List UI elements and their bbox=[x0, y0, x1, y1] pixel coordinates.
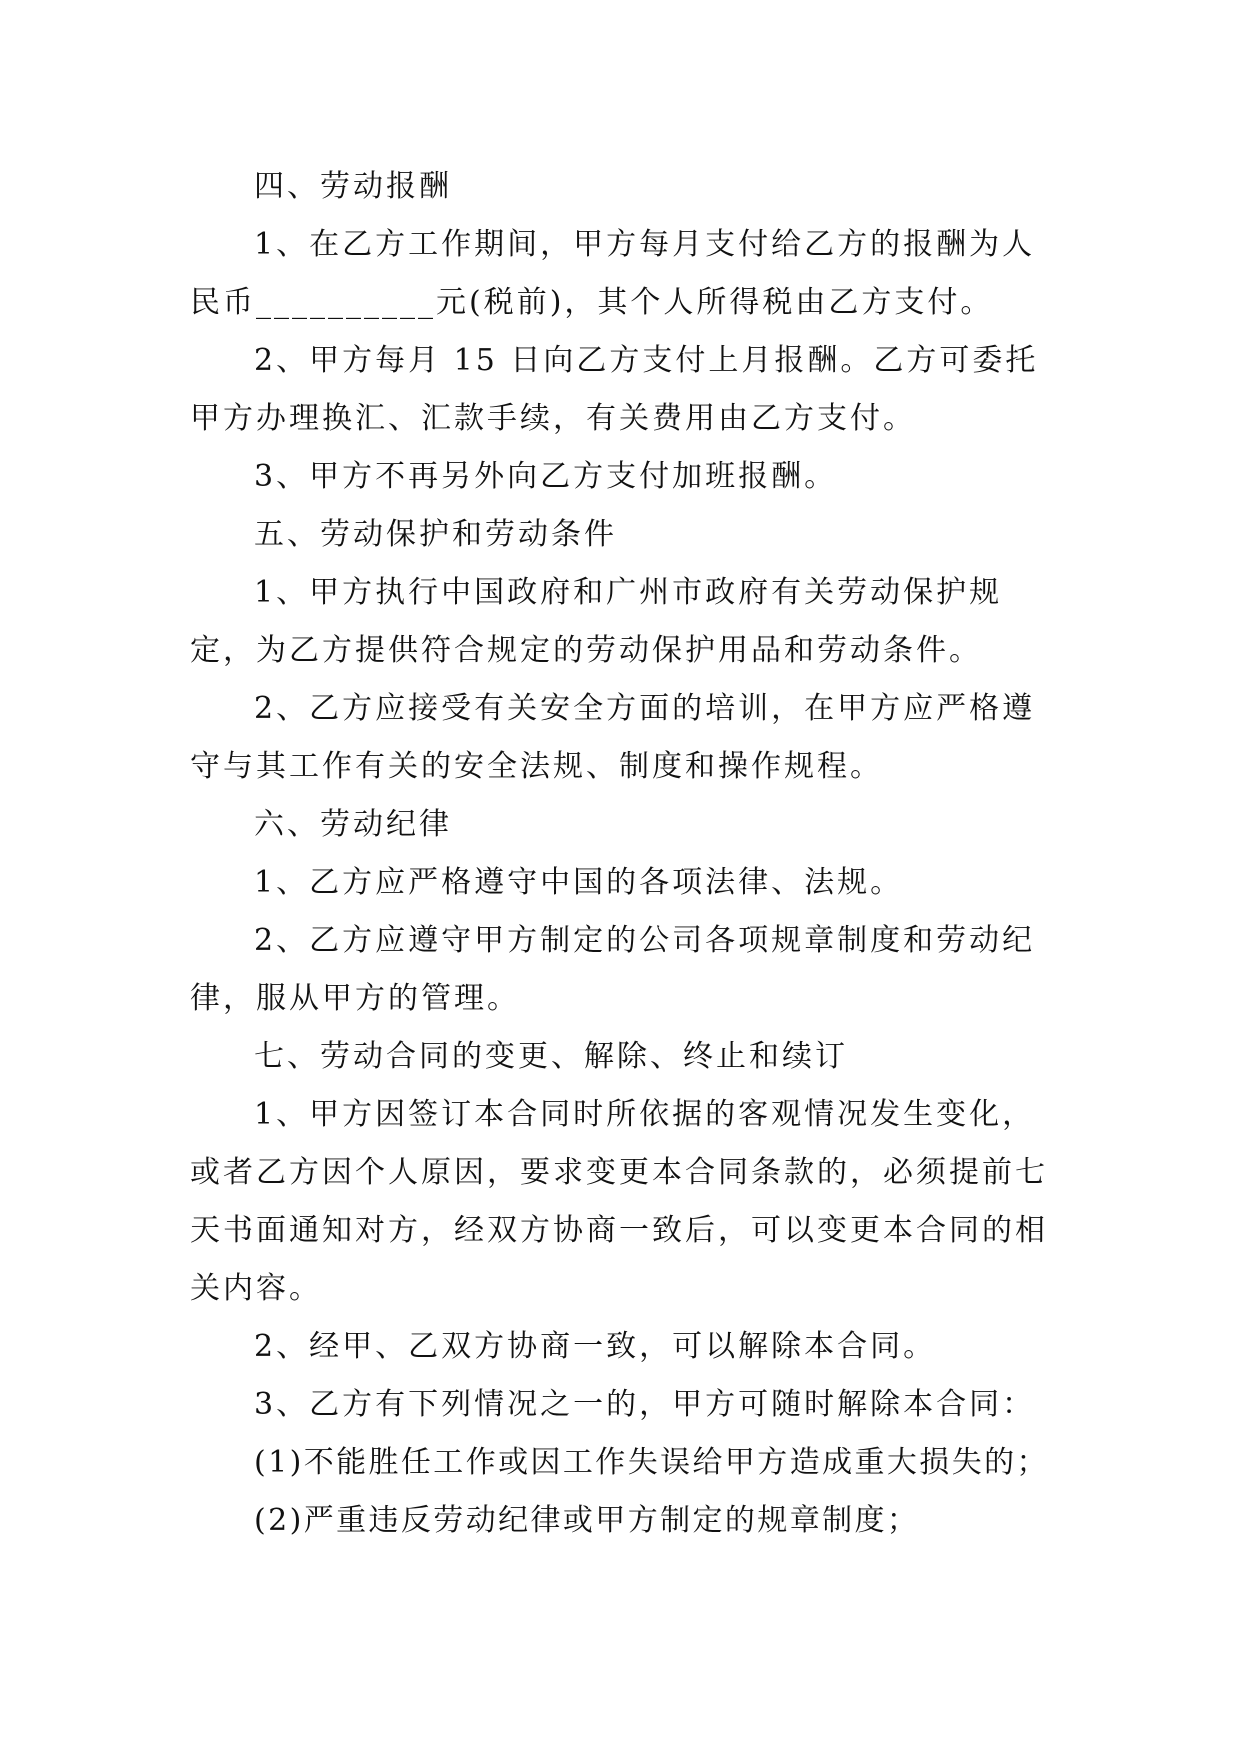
clause-paragraph: 2、乙方应遵守甲方制定的公司各项规章制度和劳动纪律，服从甲方的管理。 bbox=[190, 923, 1036, 1016]
clause-paragraph: 2、经甲、乙双方协商一致，可以解除本合同。 bbox=[254, 1329, 937, 1364]
clause-paragraph: 1、甲方执行中国政府和广州市政府有关劳动保护规定，为乙方提供符合规定的劳动保护用品和劳动条件。 bbox=[190, 575, 1003, 668]
section-heading-protection: 五、劳动保护和劳动条件 bbox=[254, 517, 617, 552]
clause-paragraph: 3、乙方有下列情况之一的，甲方可随时解除本合同： bbox=[254, 1387, 1036, 1422]
clause-paragraph: 2、乙方应接受有关安全方面的培训，在甲方应严格遵守与其工作有关的安全法规、制度和操作规程。 bbox=[190, 691, 1036, 784]
document-body bbox=[190, 158, 1058, 1550]
section-heading-discipline: 六、劳动纪律 bbox=[254, 807, 452, 842]
clause-paragraph: 1、甲方因签订本合同时所依据的客观情况发生变化，或者乙方因个人原因，要求变更本合同条款的，必须提前七天书面通知对方，经双方协商一致后，可以变更本合同的相关内容。 bbox=[190, 1097, 1048, 1306]
clause-paragraph: 1、乙方应严格遵守中国的各项法律、法规。 bbox=[254, 865, 904, 900]
clause-paragraph: 2、甲方每月 15 日向乙方支付上月报酬。乙方可委托甲方办理换汇、汇款手续，有关费用由乙方支付。 bbox=[190, 343, 1039, 436]
section-heading-remuneration: 四、劳动报酬 bbox=[254, 169, 452, 204]
list-item: (2)严重违反劳动纪律或甲方制定的规章制度； bbox=[254, 1503, 920, 1538]
list-item: (1)不能胜任工作或因工作失误给甲方造成重大损失的； bbox=[254, 1445, 1049, 1480]
clause-paragraph: 3、甲方不再另外向乙方支付加班报酬。 bbox=[254, 459, 838, 494]
section-heading-contract-changes: 七、劳动合同的变更、解除、终止和续订 bbox=[254, 1039, 848, 1074]
clause-paragraph: 1、在乙方工作期间，甲方每月支付给乙方的报酬为人民币__________元(税前)，其个人所得税由乙方支付。 bbox=[190, 227, 1036, 320]
